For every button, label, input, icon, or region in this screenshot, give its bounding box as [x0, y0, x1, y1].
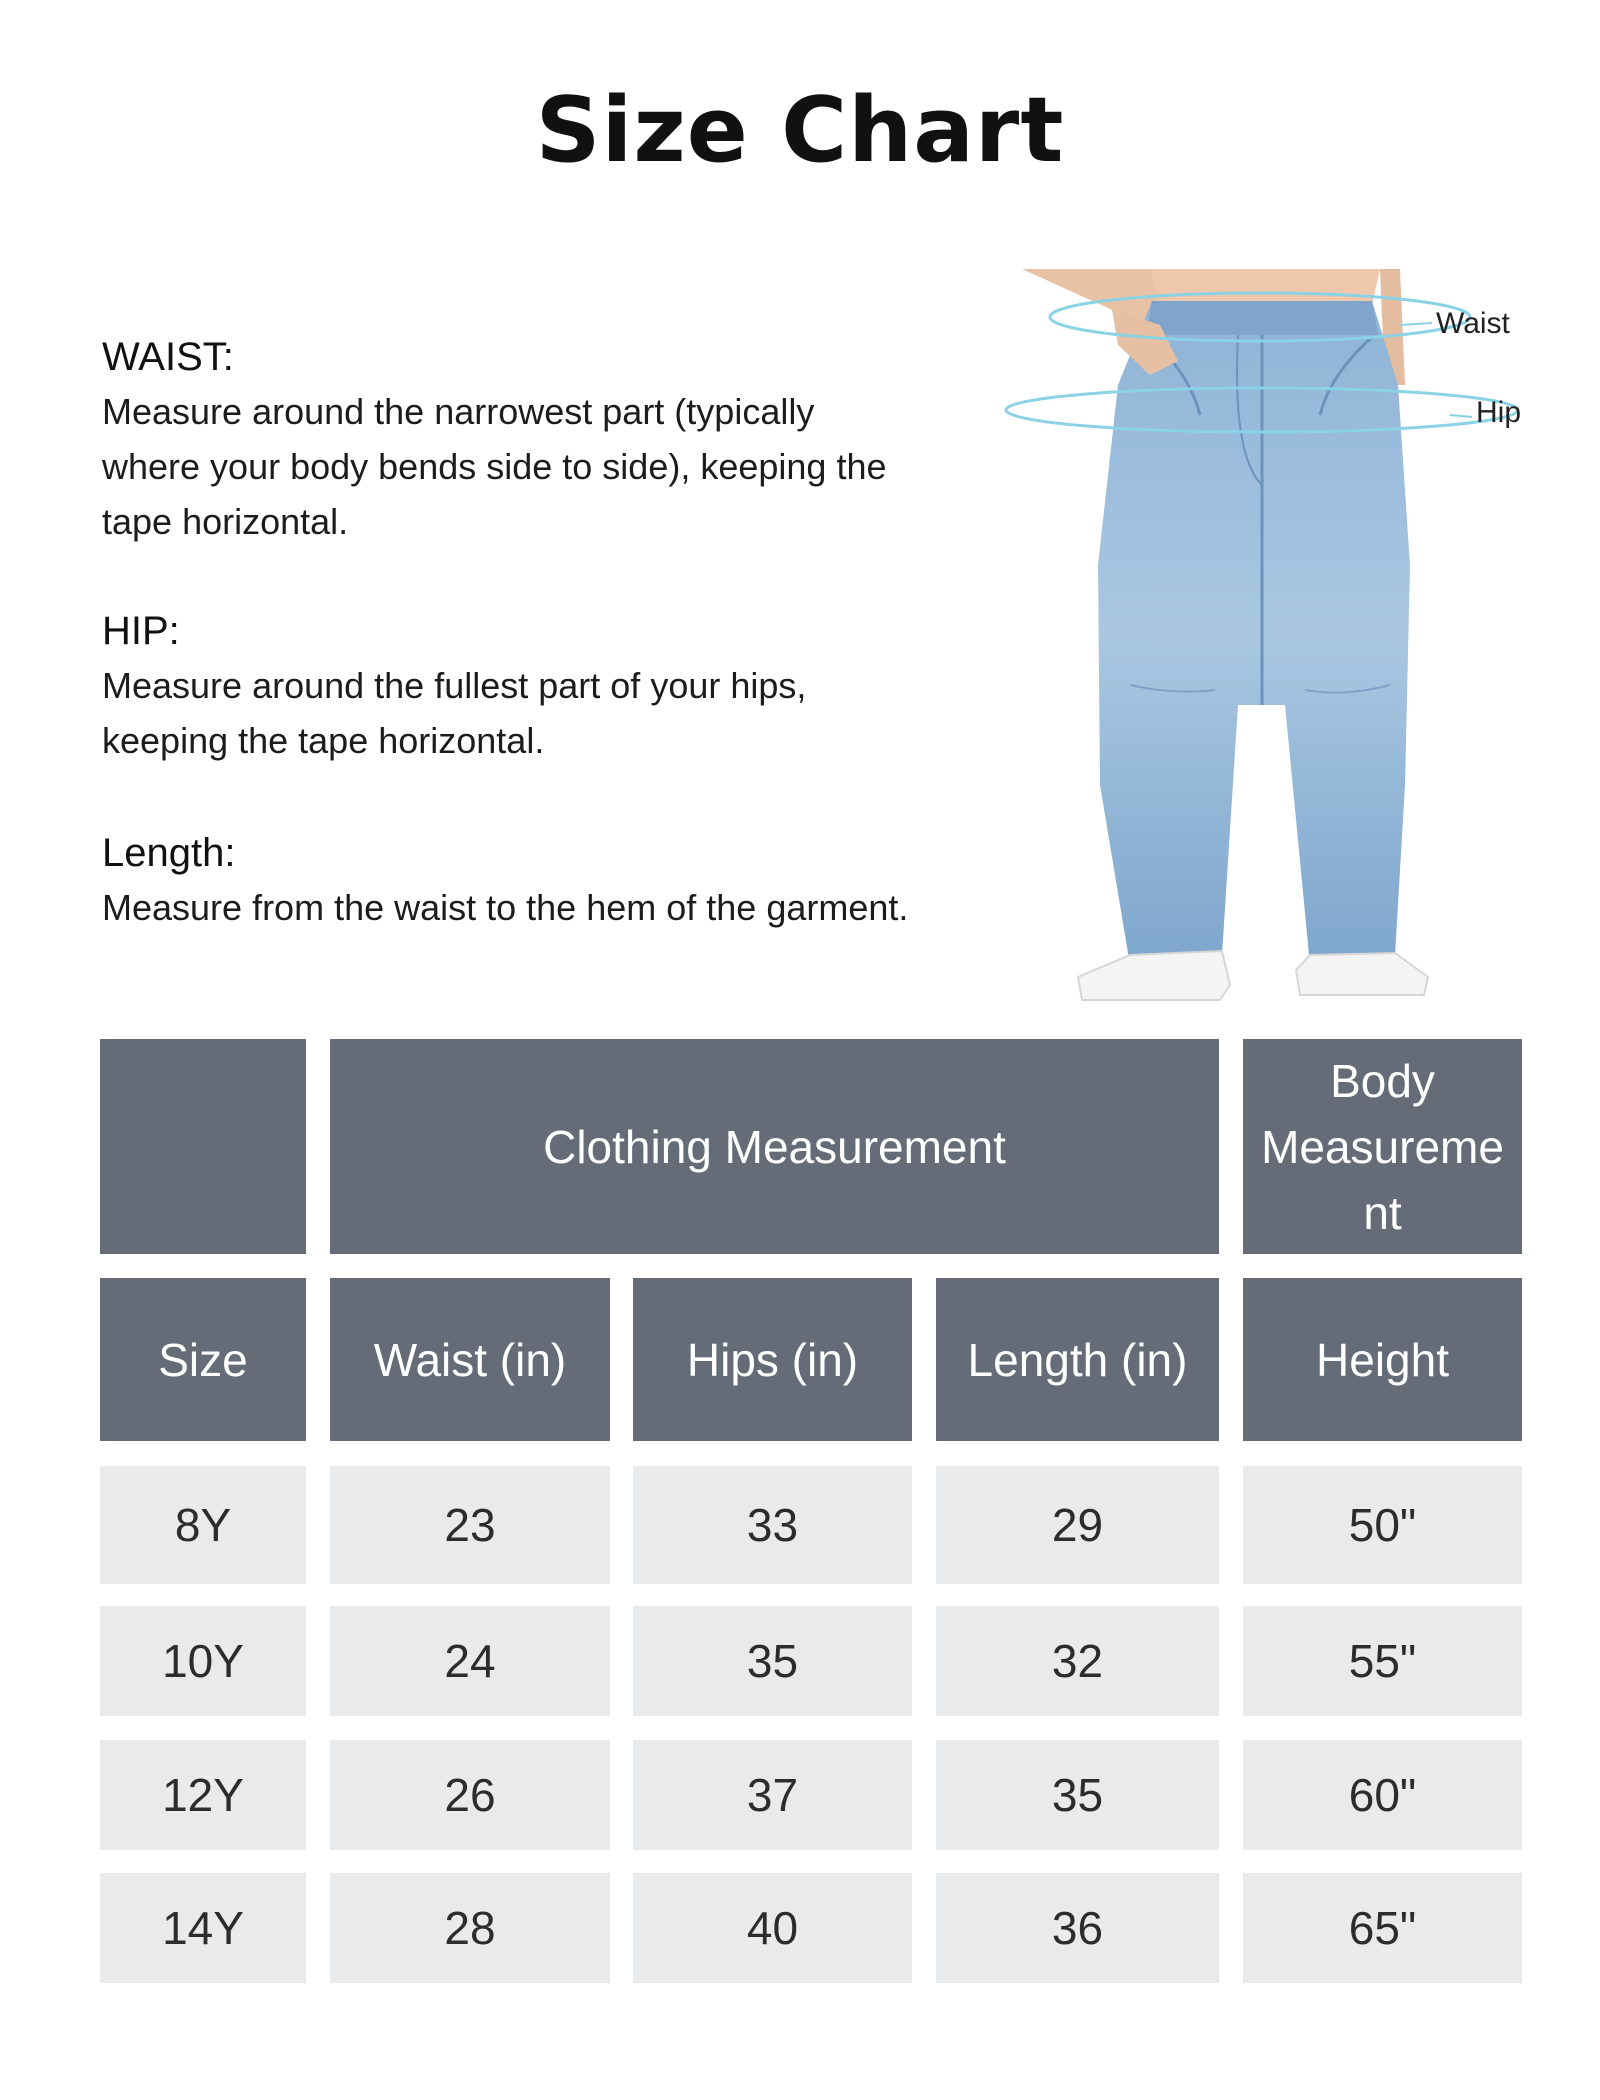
waist-guide: [102, 330, 1002, 549]
table-cell: 35: [633, 1606, 912, 1716]
hip-text-line: Measure around the fullest part of your hips,: [102, 665, 807, 706]
body-measurement-header: [1243, 1039, 1522, 1254]
table-cell: 33: [633, 1466, 912, 1584]
table-cell: 36: [936, 1873, 1219, 1983]
jeans-illustration: [1000, 265, 1540, 1015]
body-header-line: Measureme: [1261, 1120, 1504, 1173]
column-header-length: Length (in): [936, 1278, 1219, 1441]
waist-text-line: Measure around the narrowest part (typically: [102, 391, 815, 432]
table-cell: 55": [1243, 1606, 1522, 1716]
page-title: Size Chart: [535, 78, 1065, 183]
column-header-height: Height: [1243, 1278, 1522, 1441]
table-cell: 28: [330, 1873, 610, 1983]
table-cell: 14Y: [100, 1873, 306, 1983]
table-cell: 24: [330, 1606, 610, 1716]
table-cell: 29: [936, 1466, 1219, 1584]
hip-text-line: keeping the tape horizontal.: [102, 720, 545, 761]
table-cell: 8Y: [100, 1466, 306, 1584]
column-header-waist: Waist (in): [330, 1278, 610, 1441]
length-heading: Length:: [102, 831, 236, 875]
table-cell: 23: [330, 1466, 610, 1584]
table-cell: 60": [1243, 1740, 1522, 1850]
body-header-line: Body: [1330, 1054, 1435, 1107]
empty-header-cell: [100, 1039, 306, 1254]
hip-heading: HIP:: [102, 609, 180, 653]
length-text-line: Measure from the waist to the hem of the garment.: [102, 887, 909, 928]
waist-text-line: tape horizontal.: [102, 501, 349, 542]
waist-text-line: where your body bends side to side), keeping the: [102, 446, 887, 487]
table-cell: 37: [633, 1740, 912, 1850]
jeans-model-image: [1000, 265, 1540, 1015]
length-guide: [102, 826, 1002, 935]
column-header-hips: Hips (in): [633, 1278, 912, 1441]
table-cell: 32: [936, 1606, 1219, 1716]
table-cell: 50": [1243, 1466, 1522, 1584]
table-cell: 26: [330, 1740, 610, 1850]
clothing-measurement-header: Clothing Measurement: [330, 1039, 1219, 1254]
table-cell: 10Y: [100, 1606, 306, 1716]
table-cell: 35: [936, 1740, 1219, 1850]
waist-heading: WAIST:: [102, 335, 234, 379]
table-cell: 40: [633, 1873, 912, 1983]
waist-label: Waist: [1436, 307, 1510, 340]
table-cell: 12Y: [100, 1740, 306, 1850]
hip-label: Hip: [1476, 396, 1522, 429]
body-header-line: nt: [1363, 1186, 1402, 1239]
column-header-size: Size: [100, 1278, 306, 1441]
hip-guide: [102, 604, 1002, 768]
table-cell: 65": [1243, 1873, 1522, 1983]
